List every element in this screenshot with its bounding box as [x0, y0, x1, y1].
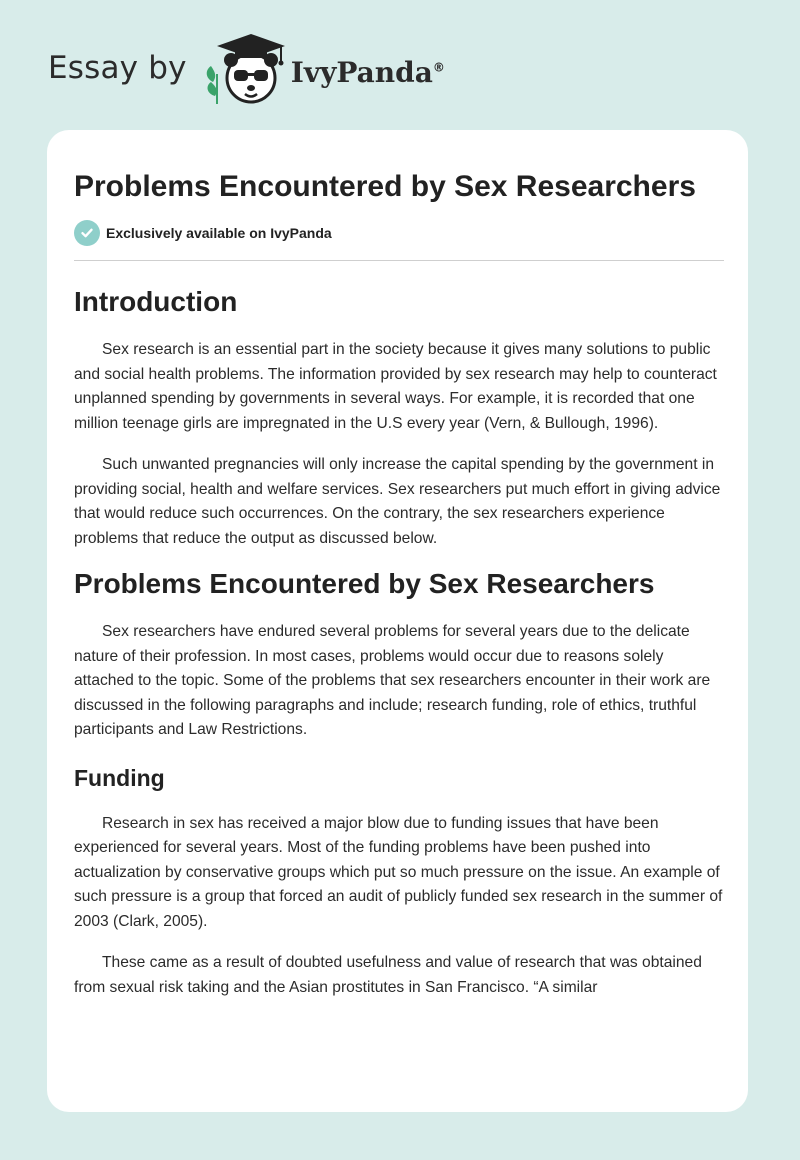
brand-header[interactable] — [48, 30, 445, 110]
paragraph: Sex researchers have endured several problems for several years due to the delicate nature of their profession. In most cases, problems would occur due to reasons solely attached to the topic. Some of the problems that sex researchers encounter in their work are discussed in the following paragraphs and include; research funding, role of ethics, truthful participants and Law Restrictions. — [74, 623, 711, 738]
paragraph: Such unwanted pregnancies will only increase the capital spending by the government in providing social, health and welfare services. Sex researchers put much effort in giving advice that would reduce such occurrences. On the contrary, the sex researchers experience problems that reduce the output as discussed below. — [74, 456, 721, 547]
brand-name: IvyPanda® — [290, 55, 445, 89]
essay-content — [74, 166, 724, 1000]
section-heading-problems: Problems Encountered by Sex Researchers — [74, 568, 655, 599]
section-heading-introduction: Introduction — [74, 286, 238, 317]
panda-graduate-icon — [201, 30, 291, 110]
badge-text: Exclusively available on IvyPanda — [106, 225, 332, 241]
paragraph: Research in sex has received a major blow due to funding issues that have been experienced for several years. Most of the funding problems have been pushed into actualization by conservative groups which put so much pressure on the issue. An example of such pressure is a group that forced an audit of publicly funded sex research in the summer of 2003 (Clark, 2005). — [74, 814, 723, 930]
registered-mark: ® — [432, 60, 445, 75]
essay-card — [47, 130, 748, 1112]
title-divider — [74, 260, 724, 261]
section-heading-funding: Funding — [74, 764, 165, 791]
paragraph: Sex research is an essential part in the society because it gives many solutions to public and social health problems. The information provided by sex research may help to counteract unplanned spending by governments in several ways. For example, it is recorded that one million teenage girls are impregnated in the U.S every year (Vern, & Bullough, 1996). — [74, 341, 717, 432]
essay-title: Problems Encountered by Sex Researchers — [74, 170, 696, 203]
paragraph: These came as a result of doubted usefulness and value of research that was obtained from sexual risk taking and the Asian prostitutes in San Francisco. “A similar — [74, 954, 702, 996]
brand-prefix: Essay by — [48, 50, 187, 86]
exclusive-badge — [74, 218, 724, 248]
check-circle-icon — [74, 220, 100, 246]
